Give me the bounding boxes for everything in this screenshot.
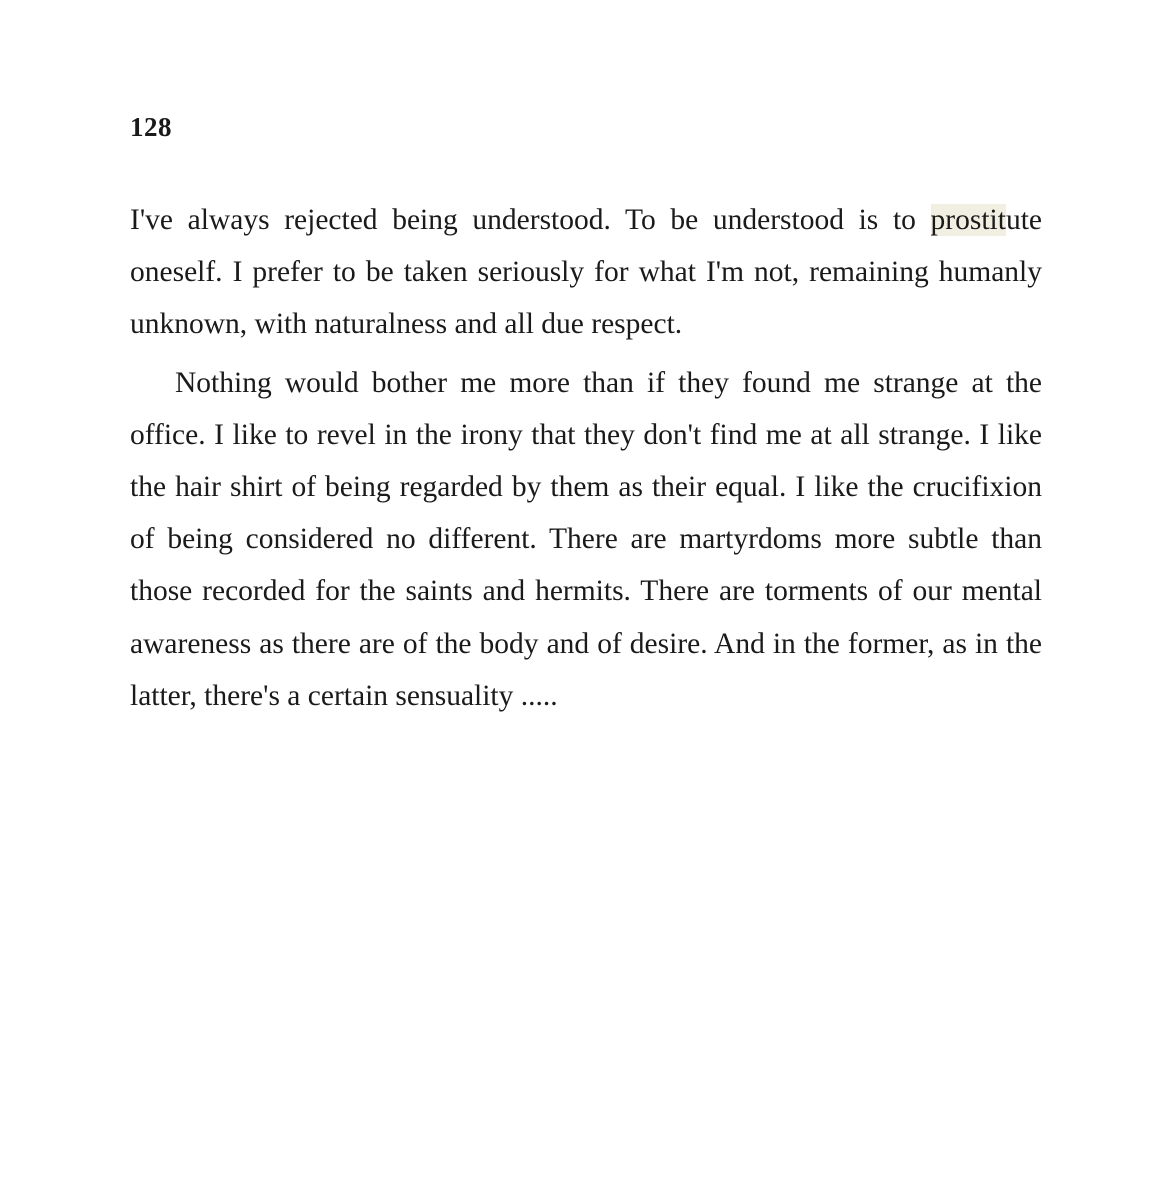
paragraph-1-lead: I've always rejected being understood. To be understood is to	[130, 204, 916, 236]
paragraph-1-rest: ute oneself. I prefer to be taken seriously for what I'm not, remaining humanly unknown, with naturalness and all due respect.	[130, 204, 1042, 341]
page-number: 128	[130, 112, 172, 142]
page-body	[130, 194, 1042, 728]
highlighted-text[interactable]: prostit	[930, 204, 1006, 236]
book-page	[130, 0, 1042, 1200]
paragraph-2: Nothing would bother me more than if they found me strange at the office. I like to revel in the irony that they don't find me at all strange. I like the hair shirt of being regarded by them as their equal. I like the crucifixion of being considered no different. There are martyrdoms more subtle than those recorded for the saints and hermits. There are torments of our mental awareness as there are of the body and of desire. And in the former, as in the latter, there's a certain sensuality .....	[130, 366, 1042, 712]
paragraph-1	[130, 194, 1042, 351]
